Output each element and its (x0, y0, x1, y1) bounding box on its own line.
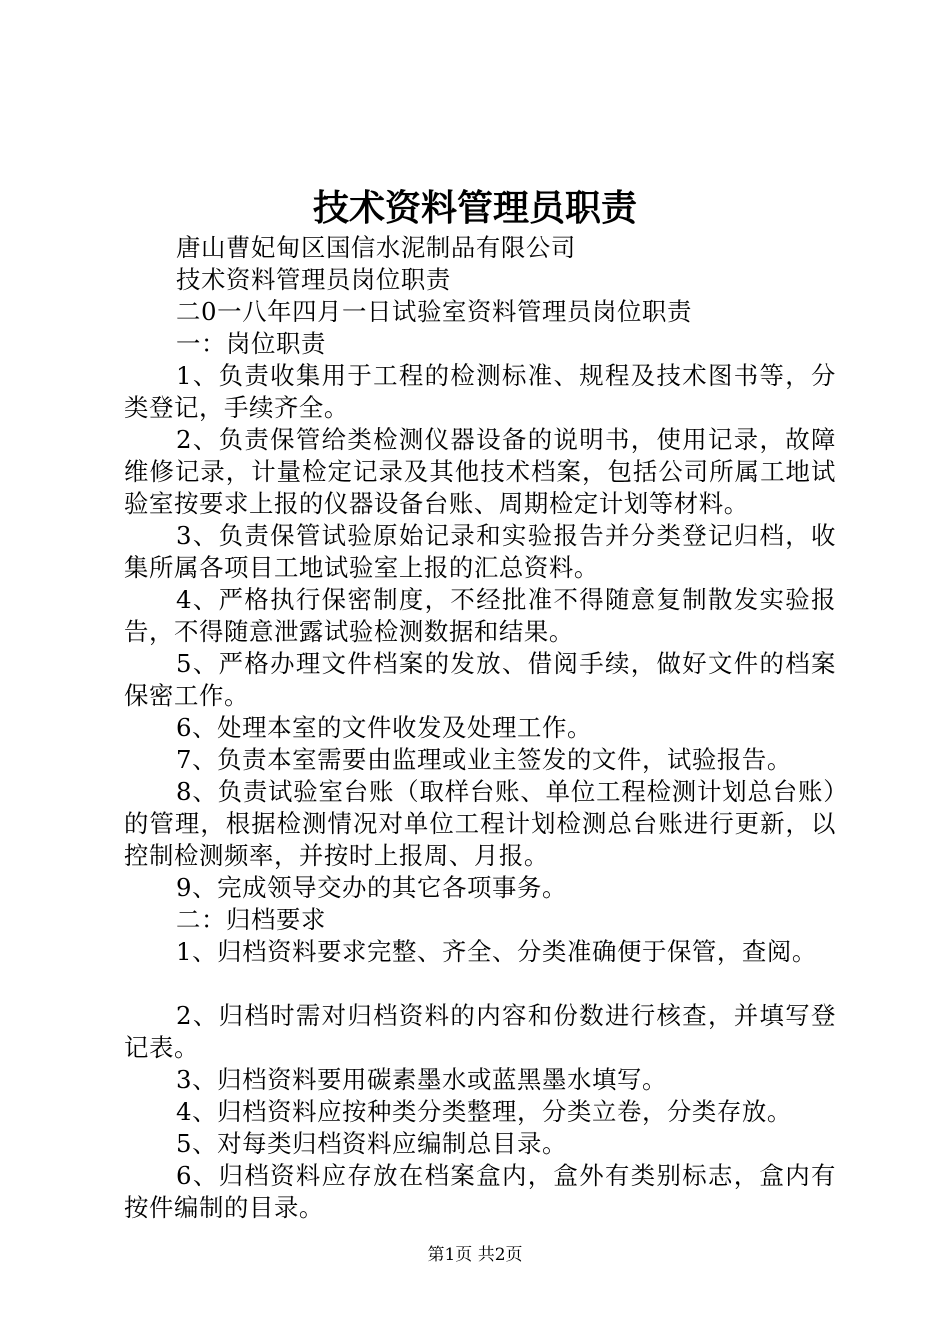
duty-item-5: 5、严格办理文件档案的发放、借阅手续，做好文件的档案保密工作。 (124, 649, 836, 710)
duty-item-3: 3、负责保管试验原始记录和实验报告并分类登记归档，收集所属各项目工地试验室上报的汇总资料。 (124, 521, 836, 582)
duty-item-6: 6、处理本室的文件收发及处理工作。 (176, 713, 592, 742)
duty-item-4: 4、严格执行保密制度，不经批准不得随意复制散发实验报告，不得随意泄露试验检测数据和结果。 (124, 585, 836, 646)
section2-heading: 二：归档要求 (176, 905, 326, 934)
date-subtitle-line: 二0一八年四月一日试验室资料管理员岗位职责 (176, 297, 692, 326)
blank-line (124, 968, 836, 1000)
page-number-footer: 第1页 共2页 (427, 1245, 523, 1265)
duty-item-1: 1、负责收集用于工程的检测标准、规程及技术图书等，分类登记，手续齐全。 (124, 361, 836, 422)
duty-item-8: 8、负责试验室台账（取样台账、单位工程检测计划总台账）的管理，根据检测情况对单位工程计划检测总台账进行更新，以控制检测频率，并按时上报周、月报。 (124, 777, 836, 870)
filing-item-1: 1、归档资料要求完整、齐全、分类准确便于保管，查阅。 (176, 937, 817, 966)
filing-item-6: 6、归档资料应存放在档案盒内，盒外有类别标志，盒内有按件编制的目录。 (124, 1161, 836, 1222)
section1-heading: 一：岗位职责 (176, 329, 326, 358)
filing-item-4: 4、归档资料应按种类分类整理，分类立卷，分类存放。 (176, 1097, 792, 1126)
filing-item-5: 5、对每类归档资料应编制总目录。 (176, 1129, 567, 1158)
position-title-line: 技术资料管理员岗位职责 (176, 265, 451, 294)
duty-item-9: 9、完成领导交办的其它各项事务。 (176, 873, 567, 902)
document-body (124, 232, 836, 1224)
filing-item-2: 2、归档时需对归档资料的内容和份数进行核查，并填写登记表。 (124, 1001, 836, 1062)
document-title: 技术资料管理员职责 (312, 188, 637, 229)
duty-item-7: 7、负责本室需要由监理或业主签发的文件，试验报告。 (176, 745, 792, 774)
duty-item-2: 2、负责保管给类检测仪器设备的说明书，使用记录，故障维修记录，计量检定记录及其他技术档案，包括公司所属工地试验室按要求上报的仪器设备台账、周期检定计划等材料。 (124, 425, 836, 518)
filing-item-3: 3、归档资料要用碳素墨水或蓝黑墨水填写。 (176, 1065, 667, 1094)
company-name-line: 唐山曹妃甸区国信水泥制品有限公司 (176, 233, 576, 262)
